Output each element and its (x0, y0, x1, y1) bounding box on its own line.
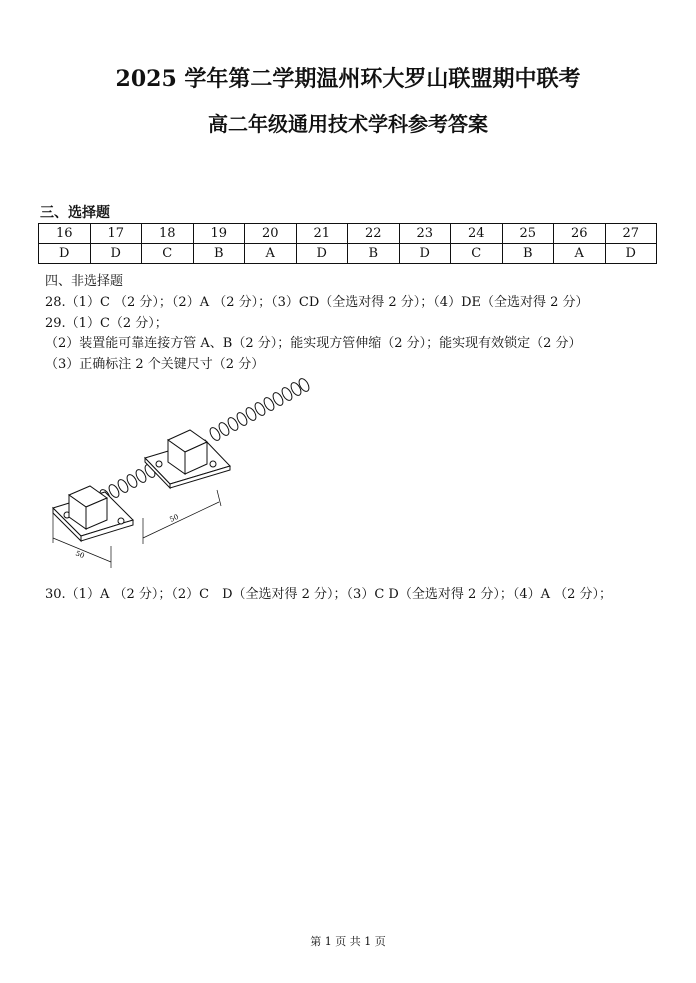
answer-q30: 30.（1）A （2 分）；（2）C D（全选对得 2 分）；（3）C D（全选对得 2 分）；（4）A （2 分）； (45, 587, 613, 602)
question-number-cell: 25 (502, 224, 554, 244)
answer-cell: A (245, 244, 297, 264)
question-number-cell: 20 (245, 224, 297, 244)
dimension-label-left: 50 (74, 549, 86, 561)
answer-cell: D (399, 244, 451, 264)
question-number-cell: 21 (296, 224, 348, 244)
answer-cell: A (554, 244, 606, 264)
answer-cell: C (142, 244, 194, 264)
page-subtitle: 高二年级通用技术学科参考答案 (208, 112, 488, 136)
section-heading-nonchoice: 四、非选择题 (45, 274, 124, 289)
answer-cell: D (605, 244, 657, 264)
question-number-cell: 16 (39, 224, 91, 244)
question-number-cell: 23 (399, 224, 451, 244)
answer-cell: B (193, 244, 245, 264)
answer-q29-part2: （2）装置能可靠连接方管 A、B（2 分）；能实现方管伸缩（2 分）；能实现有效锁定（2 分） (45, 336, 582, 351)
answer-q28: 28.（1）C （2 分）；（2）A （2 分）；（3）CD（全选对得 2 分）；（4）DE（全选对得 2 分） (45, 295, 589, 310)
question-number-cell: 27 (605, 224, 657, 244)
answer-table-answer-row (39, 244, 657, 264)
answer-cell: C (451, 244, 503, 264)
question-number-cell: 17 (90, 224, 142, 244)
answer-q29-part1: 29.（1）C（2 分）； (45, 316, 168, 331)
answer-cell: D (296, 244, 348, 264)
question-number-cell: 24 (451, 224, 503, 244)
answer-cell: D (90, 244, 142, 264)
fixed-block (53, 486, 133, 541)
section-heading-choice: 三、选择题 (40, 205, 110, 221)
page-title: 2025 学年第二学期温州环大罗山联盟期中联考 (115, 66, 581, 92)
answer-cell: D (39, 244, 91, 264)
answer-table-number-row (39, 224, 657, 244)
screw-device-figure (45, 378, 315, 573)
answer-cell: B (502, 244, 554, 264)
question-number-cell: 26 (554, 224, 606, 244)
page-footer: 第 1 页 共 1 页 (310, 935, 386, 948)
answer-table (38, 223, 657, 264)
question-number-cell: 22 (348, 224, 400, 244)
question-number-cell: 19 (193, 224, 245, 244)
answer-q29-part3: （3）正确标注 2 个关键尺寸（2 分） (45, 357, 265, 372)
answer-cell: B (348, 244, 400, 264)
question-number-cell: 18 (142, 224, 194, 244)
dimension-label-mid: 50 (168, 512, 180, 524)
